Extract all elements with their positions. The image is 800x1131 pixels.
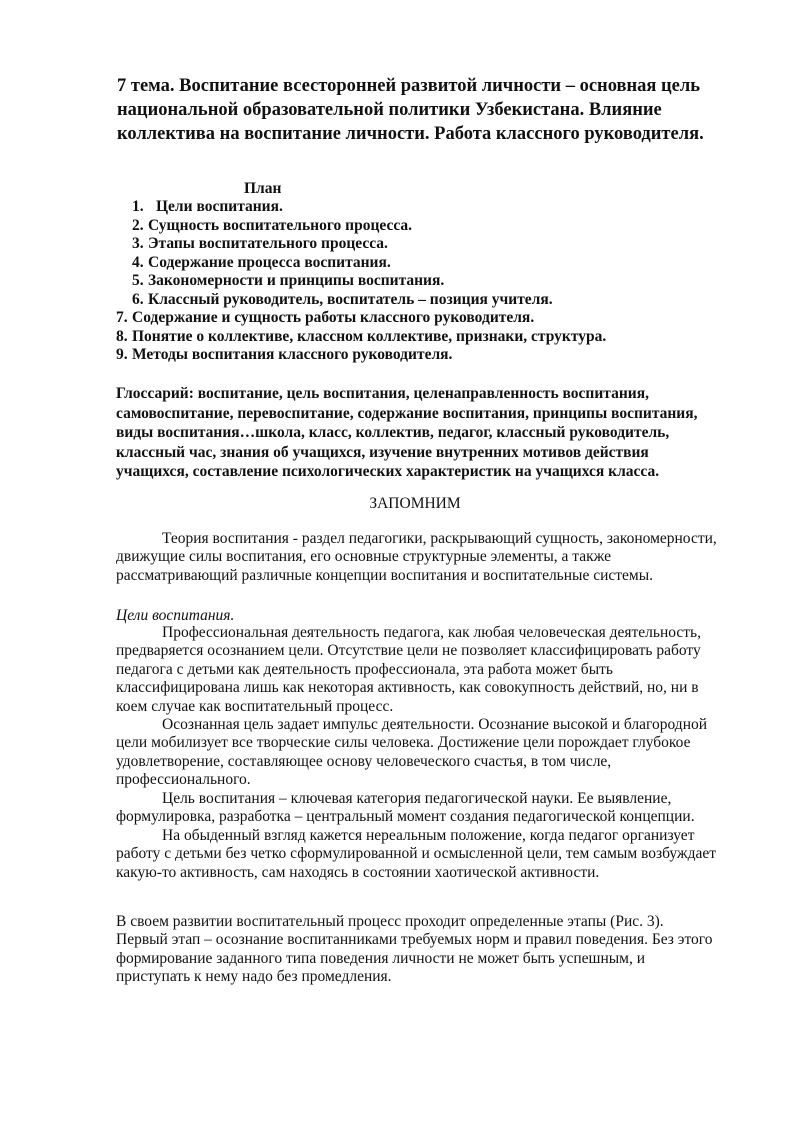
goals-paragraph (116, 790, 756, 827)
paragraph-line: формирование заданного типа поведения личности не может быть успешным, и (116, 949, 646, 967)
remember-heading: ЗАПОМНИМ (369, 495, 461, 512)
paragraph-line: В своем развитии воспитательный процесс проходит определенные этапы (Рис. 3). (116, 913, 664, 930)
paragraph-line: предваряется осознанием цели. Отсутствие цели не позволяет классифицировать работу (116, 642, 701, 660)
plan-item-text: Содержание процесса воспитания. (148, 253, 391, 271)
title-line: коллектива на воспитание личности. Работа классного руководителя. (117, 124, 704, 144)
plan-item (132, 217, 622, 236)
plan-item-text: Классный руководитель, воспитатель – позиция учителя. (148, 290, 553, 308)
plan-item-number: 5. (132, 272, 144, 289)
paragraph-line: Первый этап – осознание воспитанниками требуемых норм и правил поведения. Без этого (116, 931, 713, 949)
plan-heading: План (244, 180, 282, 197)
paragraph-line: движущие силы воспитания, его основные структурные элементы, а также (116, 548, 612, 566)
plan-item-text: Цели воспитания. (156, 198, 283, 215)
plan-item-number: 3. (132, 235, 144, 252)
plan-item-text: Содержание и сущность работы классного руководителя. (132, 309, 535, 326)
glossary-line: самовоспитание, перевоспитание, содержание воспитания, принципы воспитания, (116, 404, 698, 422)
paragraph-line: рассматривающий различные концепции воспитания и воспитательные системы. (116, 566, 654, 584)
title-line: 7 тема. Воспитание всесторонней развитой личности – основная цель (117, 76, 701, 96)
plan-item (132, 235, 622, 254)
goals-heading: Цели воспитания. (116, 607, 235, 624)
goals-paragraph (116, 827, 756, 882)
plan-item-number: 1. (132, 198, 144, 215)
glossary-line: виды воспитания…школа, класс, коллектив, педагог, классный руководитель, (116, 424, 670, 441)
theory-paragraph (116, 530, 756, 585)
plan-item-text: Понятие о коллективе, классном коллективе, признаки, структура. (132, 327, 607, 345)
stages-paragraph (116, 913, 756, 987)
plan-item-text: Сущность воспитательного процесса. (148, 216, 413, 234)
plan-item-number: 2. (132, 216, 144, 234)
plan-item (116, 346, 606, 365)
plan-item-text: Методы воспитания классного руководителя. (132, 346, 453, 363)
goals-paragraph (116, 716, 756, 790)
paragraph-line: На обыденный взгляд кажется нереальным положение, когда педагог организует (162, 827, 695, 844)
paragraph-line: удовлетворение, составляющее основу человеческого счастья, в том числе, (116, 752, 612, 770)
paragraph-line: цели мобилизует все творческие силы человека. Достижение цели порождает глубокое (116, 734, 691, 752)
plan-item-number: 9. (116, 346, 128, 363)
plan-item-number: 8. (116, 327, 128, 345)
glossary-line: классный час, знания об учащихся, изучение внутренних мотивов действия (116, 443, 649, 461)
paragraph-line: Теория воспитания - раздел педагогики, раскрывающий сущность, закономерности, (162, 530, 717, 547)
plan-item (132, 198, 622, 217)
paragraph-line: классифицирована лишь как некоторая активность, как совокупность действий, но, ни в (116, 679, 699, 697)
paragraph-line: приступать к нему надо без промедления. (116, 968, 392, 986)
plan-item (116, 328, 606, 347)
glossary-line: учащихся, составление психологических характеристик на учащихся класса. (116, 463, 660, 480)
plan-item-text: Закономерности и принципы воспитания. (148, 272, 445, 289)
plan-item (132, 254, 622, 273)
paragraph-line: коем случае как воспитательный процесс. (116, 697, 394, 715)
paragraph-line: формулировка, разработка – центральный момент создания педагогической концепции. (116, 808, 695, 826)
plan-item-number: 4. (132, 253, 144, 271)
plan-item (132, 272, 622, 291)
title-line: национальной образовательной политики Узбекистана. Влияние (117, 100, 662, 120)
plan-item (116, 309, 606, 328)
plan-item (132, 291, 622, 310)
paragraph-line: работу с детьми без четко сформулированной и осмысленной цели, тем самым возбуждает (116, 845, 717, 863)
paragraph-line: Цель воспитания – ключевая категория педагогической науки. Ее выявление, (162, 790, 672, 807)
paragraph-line: профессионального. (116, 771, 251, 789)
plan-item-number: 7. (116, 309, 128, 326)
document-title (117, 74, 757, 146)
plan-list (0, 198, 607, 365)
paragraph-line: Осознанная цель задает импульс деятельности. Осознание высокой и благородной (162, 716, 708, 733)
plan-item-text: Этапы воспитательного процесса. (148, 235, 388, 252)
paragraph-line: Профессиональная деятельность педагога, как любая человеческая деятельность, (162, 624, 701, 641)
glossary (116, 384, 756, 482)
goals-paragraph (116, 624, 756, 716)
paragraph-line: педагога с детьми как деятельность профессионала, эта работа может быть (116, 660, 613, 678)
paragraph-line: какую-то активность, сам находясь в состоянии хаотической активности. (116, 863, 600, 881)
plan-item-number: 6. (132, 290, 144, 308)
glossary-line: Глоссарий: воспитание, цель воспитания, целенаправленность воспитания, (116, 385, 649, 402)
